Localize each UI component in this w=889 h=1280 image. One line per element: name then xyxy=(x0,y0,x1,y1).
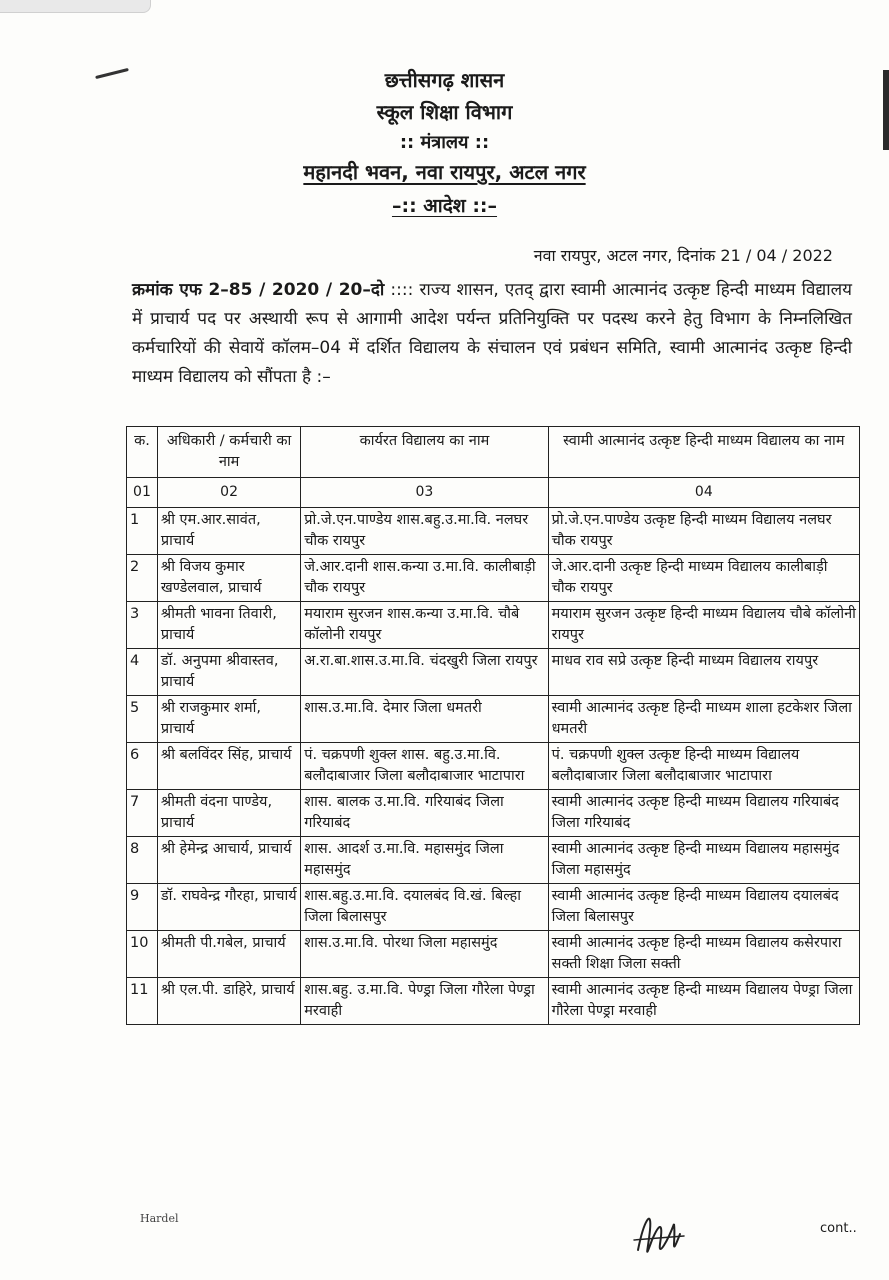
header-name: अधिकारी / कर्मचारी का नाम xyxy=(157,427,300,478)
row-serial: 6 xyxy=(127,743,158,790)
row-serial: 11 xyxy=(127,978,158,1025)
row-assigned-school: माधव राव सप्रे उत्कृष्ट हिन्दी माध्यम विद्यालय रायपुर xyxy=(548,649,859,696)
table-row xyxy=(127,696,860,743)
row-serial: 8 xyxy=(127,837,158,884)
column-number: 01 xyxy=(127,478,158,508)
row-current-school: जे.आर.दानी शास.कन्या उ.मा.वि. कालीबाड़ी चौक रायपुर xyxy=(301,555,548,602)
continued-label: cont.. xyxy=(820,1221,857,1236)
table-row xyxy=(127,649,860,696)
row-current-school: शास.बहु. उ.मा.वि. पेण्ड्रा जिला गौरेला पेण्ड्रा मरवाही xyxy=(301,978,548,1025)
header-address-text: महानदी भवन, नवा रायपुर, अटल नगर xyxy=(303,160,586,184)
row-name: श्रीमती वंदना पाण्डेय, प्राचार्य xyxy=(157,790,300,837)
table-row xyxy=(127,555,860,602)
row-name: डॉ. राघवेन्द्र गौरहा, प्राचार्य xyxy=(157,884,300,931)
column-number: 02 xyxy=(157,478,300,508)
table-row xyxy=(127,602,860,649)
header-address xyxy=(0,158,889,185)
header-government: छत्तीसगढ़ शासन xyxy=(384,68,505,92)
row-name: श्री एल.पी. डाहिरे, प्राचार्य xyxy=(157,978,300,1025)
row-serial: 9 xyxy=(127,884,158,931)
table-row xyxy=(127,508,860,555)
row-current-school: मयाराम सुरजन शास.कन्या उ.मा.वि. चौबे कॉलोनी रायपुर xyxy=(301,602,548,649)
table-header-row xyxy=(127,427,860,478)
row-current-school: शास.उ.मा.वि. पोरथा जिला महासमुंद xyxy=(301,931,548,978)
row-assigned-school: स्वामी आत्मानंद उत्कृष्ट हिन्दी माध्यम विद्यालय कसेरपारा सक्ती शिक्षा जिला सक्ती xyxy=(548,931,859,978)
row-serial: 2 xyxy=(127,555,158,602)
column-number: 03 xyxy=(301,478,548,508)
row-name: श्री विजय कुमार खण्डेलवाल, प्राचार्य xyxy=(157,555,300,602)
row-current-school: शास. बालक उ.मा.वि. गरियाबंद जिला गरियाबंद xyxy=(301,790,548,837)
top-edge-bar xyxy=(0,0,151,13)
row-serial: 1 xyxy=(127,508,158,555)
row-current-school: शास. आदर्श उ.मा.वि. महासमुंद जिला महासमुंद xyxy=(301,837,548,884)
header-assigned-school: स्वामी आत्मानंद उत्कृष्ट हिन्दी माध्यम विद्यालय का नाम xyxy=(548,427,859,478)
order-number: क्रमांक एफ 2–85 / 2020 / 20–दो xyxy=(132,280,385,300)
table-row xyxy=(127,931,860,978)
row-assigned-school: स्वामी आत्मानंद उत्कृष्ट हिन्दी माध्यम विद्यालय गरियाबंद जिला गरियाबंद xyxy=(548,790,859,837)
row-current-school: शास.बहु.उ.मा.वि. दयालबंद वि.खं. बिल्हा जिला बिलासपुर xyxy=(301,884,548,931)
dateline: नवा रायपुर, अटल नगर, दिनांक 21 / 04 / 2022 xyxy=(533,246,833,265)
row-name: श्रीमती पी.गबेल, प्राचार्य xyxy=(157,931,300,978)
row-current-school: प्रो.जे.एन.पाण्डेय शास.बहु.उ.मा.वि. नलघर चौक रायपुर xyxy=(301,508,548,555)
row-serial: 7 xyxy=(127,790,158,837)
row-name: श्री राजकुमार शर्मा, प्राचार्य xyxy=(157,696,300,743)
row-assigned-school: स्वामी आत्मानंद उत्कृष्ट हिन्दी माध्यम शाला हटकेशर जिला धमतरी xyxy=(548,696,859,743)
row-serial: 4 xyxy=(127,649,158,696)
row-assigned-school: स्वामी आत्मानंद उत्कृष्ट हिन्दी माध्यम विद्यालय दयालबंद जिला बिलासपुर xyxy=(548,884,859,931)
header-order-title-text: –:: आदेश ::– xyxy=(391,195,498,217)
row-name: श्री एम.आर.सावंत, प्राचार्य xyxy=(157,508,300,555)
row-assigned-school: स्वामी आत्मानंद उत्कृष्ट हिन्दी माध्यम विद्यालय पेण्ड्रा जिला गौरेला पेण्ड्रा मरवाही xyxy=(548,978,859,1025)
footer-note: Hardel xyxy=(140,1212,179,1225)
table-row xyxy=(127,837,860,884)
header-department: स्कूल शिक्षा विभाग xyxy=(376,100,513,124)
row-name: श्री हेमेन्द्र आचार्य, प्राचार्य xyxy=(157,837,300,884)
row-serial: 10 xyxy=(127,931,158,978)
row-assigned-school: मयाराम सुरजन उत्कृष्ट हिन्दी माध्यम विद्यालय चौबे कॉलोनी रायपुर xyxy=(548,602,859,649)
row-name: श्री बलविंदर सिंह, प्राचार्य xyxy=(157,743,300,790)
order-paragraph xyxy=(132,276,852,392)
signature xyxy=(630,1200,690,1270)
row-assigned-school: स्वामी आत्मानंद उत्कृष्ट हिन्दी माध्यम विद्यालय महासमुंद जिला महासमुंद xyxy=(548,837,859,884)
table-row xyxy=(127,978,860,1025)
table-row xyxy=(127,743,860,790)
row-name: श्रीमती भावना तिवारी, प्राचार्य xyxy=(157,602,300,649)
row-current-school: अ.रा.बा.शास.उ.मा.वि. चंदखुरी जिला रायपुर xyxy=(301,649,548,696)
header-ministry: :: मंत्रालय :: xyxy=(399,132,490,153)
table-row xyxy=(127,884,860,931)
row-serial: 5 xyxy=(127,696,158,743)
header-order-title xyxy=(0,192,889,218)
assignment-table xyxy=(126,426,860,1025)
row-name: डॉ. अनुपमा श्रीवास्तव, प्राचार्य xyxy=(157,649,300,696)
order-body: :::: राज्य शासन, एतद् द्वारा स्वामी आत्मानंद उत्कृष्ट हिन्दी माध्यम विद्यालय में प्राचार्य पद पर अस्थायी रूप से आगामी आदेश पर्यन्त प्रतिनियुक्ति पर पदस्थ करने हेतु विभाग के निम्नलिखित कर्मचारियों की सेवायें कॉलम–04 में दर्शित विद्यालय के संचालन एवं प्रबंधन समिति, स्वामी आत्मानंद उत्कृष्ट हिन्दी माध्यम विद्यालय को सौंपता है :– xyxy=(132,280,852,387)
row-current-school: शास.उ.मा.वि. देमार जिला धमतरी xyxy=(301,696,548,743)
table-row xyxy=(127,790,860,837)
table-body xyxy=(127,508,860,1025)
row-assigned-school: पं. चक्रपणी शुक्ल उत्कृष्ट हिन्दी माध्यम विद्यालय बलौदाबाजार जिला बलौदाबाजार भाटापारा xyxy=(548,743,859,790)
header-serial: क. xyxy=(127,427,158,478)
table-column-number-row xyxy=(127,478,860,508)
header-current-school: कार्यरत विद्यालय का नाम xyxy=(301,427,548,478)
column-number: 04 xyxy=(548,478,859,508)
row-current-school: पं. चक्रपणी शुक्ल शास. बहु.उ.मा.वि. बलौदाबाजार जिला बलौदाबाजार भाटापारा xyxy=(301,743,548,790)
row-serial: 3 xyxy=(127,602,158,649)
row-assigned-school: जे.आर.दानी उत्कृष्ट हिन्दी माध्यम विद्यालय कालीबाड़ी चौक रायपुर xyxy=(548,555,859,602)
row-assigned-school: प्रो.जे.एन.पाण्डेय उत्कृष्ट हिन्दी माध्यम विद्यालय नलघर चौक रायपुर xyxy=(548,508,859,555)
